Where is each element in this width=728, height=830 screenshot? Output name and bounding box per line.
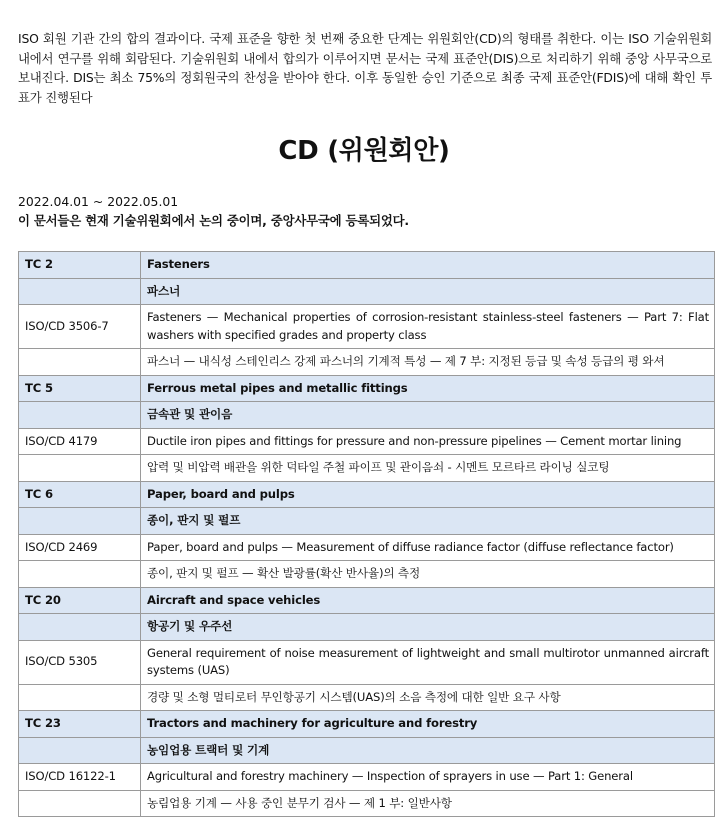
table-row (19, 349, 715, 376)
standard-title-en: Paper, board and pulps — Measurement of diffuse radiance factor (diffuse reflectance factor) (141, 534, 715, 561)
empty-cell (19, 349, 141, 376)
standard-title-kr: 파스너 — 내식성 스테인리스 강제 파스너의 기계적 특성 — 제 7 부: 지정된 등급 및 속성 등급의 평 와셔 (141, 349, 715, 376)
tc-name-kr-row (19, 402, 715, 429)
standard-title-en: Ductile iron pipes and fittings for pressure and non-pressure pipelines — Cement mortar lining (141, 428, 715, 455)
tc-name-kr: 금속관 및 관이음 (141, 402, 715, 429)
page-title: CD (위원회안) (278, 136, 450, 166)
tc-name-en: Tractors and machinery for agriculture and forestry (141, 711, 715, 738)
tc-code: TC 20 (19, 587, 141, 614)
table-row (19, 764, 715, 791)
tc-header-row (19, 481, 715, 508)
empty-cell (19, 790, 141, 817)
status-note: 이 문서들은 현재 기술위원회에서 논의 중이며, 중앙사무국에 등록되었다. (18, 213, 409, 228)
empty-cell (19, 614, 141, 641)
tc-header-row (19, 711, 715, 738)
table-row (19, 640, 715, 684)
empty-cell (19, 561, 141, 588)
tc-name-en: Fasteners (141, 252, 715, 279)
tc-name-en: Paper, board and pulps (141, 481, 715, 508)
table-row (19, 455, 715, 482)
tc-name-kr: 종이, 판지 및 펄프 (141, 508, 715, 535)
standard-code: ISO/CD 4179 (19, 428, 141, 455)
table-row (19, 790, 715, 817)
tc-name-en: Aircraft and space vehicles (141, 587, 715, 614)
table-row (19, 305, 715, 349)
empty-cell (19, 402, 141, 429)
tc-name-kr-row (19, 737, 715, 764)
standard-title-en: Fasteners — Mechanical properties of corrosion-resistant stainless-steel fasteners — Part 7: Flat washers with specified grades and property class (141, 305, 715, 349)
tc-name-en: Ferrous metal pipes and metallic fittings (141, 375, 715, 402)
tc-name-kr-row (19, 508, 715, 535)
standard-title-kr: 압력 및 비압력 배관을 위한 덕타일 주철 파이프 및 관이음쇠 - 시멘트 모르타르 라이닝 실코팅 (141, 455, 715, 482)
tc-name-kr-row (19, 278, 715, 305)
standard-title-kr: 농림업용 기계 — 사용 중인 분무기 검사 — 제 1 부: 일반사항 (141, 790, 715, 817)
tc-name-kr: 농임업용 트랙터 및 기계 (141, 737, 715, 764)
intro-paragraph: ISO 회원 기관 간의 합의 결과이다. 국제 표준을 향한 첫 번째 중요한 단계는 위원회안(CD)의 형태를 취한다. 이는 ISO 기술위원회 내에서 연구를 위해 회람된다. 기술위원회 내에서 합의가 이루어지면 문서는 국제 표준안(DIS)으로 처리하기 위해 중앙 사무국으로 보내진다. DIS는 최소 75%의 정회원국의 찬성을 받아야 한다. 이후 동일한 승인 기준으로 최종 국제 표준안(FDIS)에 대해 확인 투표가 진행된다 (18, 31, 712, 105)
empty-cell (19, 737, 141, 764)
table-row (19, 684, 715, 711)
empty-cell (19, 455, 141, 482)
standard-title-en: General requirement of noise measurement of lightweight and small multirotor unmanned aircraft systems (UAS) (141, 640, 715, 684)
table-row (19, 561, 715, 588)
standard-code: ISO/CD 3506-7 (19, 305, 141, 349)
standard-title-en: Agricultural and forestry machinery — Inspection of sprayers in use — Part 1: General (141, 764, 715, 791)
tc-code: TC 5 (19, 375, 141, 402)
tc-header-row (19, 252, 715, 279)
table-row (19, 428, 715, 455)
standard-code: ISO/CD 2469 (19, 534, 141, 561)
tc-name-kr: 파스너 (141, 278, 715, 305)
empty-cell (19, 508, 141, 535)
tc-header-row (19, 587, 715, 614)
tc-code: TC 2 (19, 252, 141, 279)
standard-title-kr: 경량 및 소형 멀티로터 무인항공기 시스템(UAS)의 소음 측정에 대한 일반 요구 사항 (141, 684, 715, 711)
standards-table (18, 251, 715, 817)
tc-header-row (19, 375, 715, 402)
tc-name-kr-row (19, 614, 715, 641)
tc-code: TC 6 (19, 481, 141, 508)
empty-cell (19, 278, 141, 305)
tc-name-kr: 항공기 및 우주선 (141, 614, 715, 641)
tc-code: TC 23 (19, 711, 141, 738)
standard-code: ISO/CD 16122-1 (19, 764, 141, 791)
standard-code: ISO/CD 5305 (19, 640, 141, 684)
period-date-range: 2022.04.01 ~ 2022.05.01 (18, 194, 179, 209)
empty-cell (19, 684, 141, 711)
standard-title-kr: 종이, 판지 및 펄프 — 확산 발광률(확산 반사율)의 측정 (141, 561, 715, 588)
table-row (19, 534, 715, 561)
